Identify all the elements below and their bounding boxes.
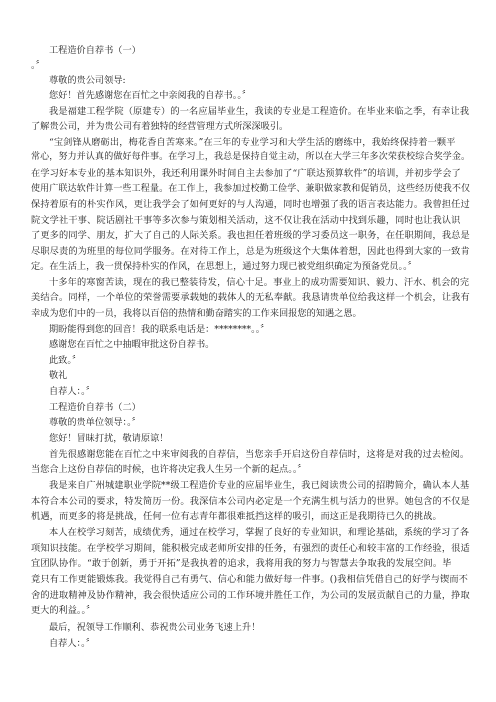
text-line: 感谢您在百忙之中抽暇审批这份自荐书。 xyxy=(49,339,215,350)
text-line: 宜团队协作。“敢于创新，勇于开拓”是我执着的追求，我将用我的努力与智慧去争取我的发展空间。毕 xyxy=(31,558,452,569)
salutation: 尊敬的贵单位领导：。〞 xyxy=(49,417,141,428)
text-line: 您好！首先感谢您在百忙之中亲阅我的自荐书。。〞 xyxy=(49,90,252,101)
text-line: 您好！冒昧打扰，敬请原谅！ xyxy=(49,433,169,444)
text-line: 我是来自广州城建职业学院**级工程造价专业的应届毕业生，我已阅读贵公司的招聘简介，确认本人基 xyxy=(49,480,470,491)
text-line: 机遇，而更多的将是挑战，任何一位有志青年都很难抵挡这样的吸引，而这正是我期待已久的挑战。 xyxy=(31,511,442,522)
text-line: 首先很感谢您能在百忙之中来审阅我的自荐信，当您亲手开启这份自荐信时，这将是对我的过去检阅。 xyxy=(49,449,470,460)
text-line: 更大的利益。。〞 xyxy=(31,605,96,616)
closing-line: 此致。〞 xyxy=(49,355,82,366)
text-line: 保持着原有的朴实作风，更让我学会了如何更好的与人沟通，同时也增强了我的语言表达能力。我曾担任过 xyxy=(31,199,470,210)
text-line: 本符合本公司的要求，特发简历一份。我深信本公司内必定是一个充满生机与活力的世界。她包含的不仅是 xyxy=(31,496,470,507)
text-line: 竟只有工作更能锻炼我。我觉得自己有勇气、信心和能力做好每一件事。()我相信凭借自己的好学与锲而不 xyxy=(31,574,468,585)
text-line: 舍的进取精神及协作精神，我会很快适应公司的工作环境并胜任工作，为公司的发展贡献自己的力量，挣取 xyxy=(31,590,470,601)
text-line: 幸成为您们中的一员，我将以百倍的热情和勤奋踏实的工作来回报您的知遇之恩。 xyxy=(31,308,362,319)
document-title-1: 工程造价自荐书（一） xyxy=(49,45,141,56)
closing-line: 最后，祝领导工作顺利、恭祝贵公司业务飞速上升！ xyxy=(49,622,261,633)
text-line: 。〞 xyxy=(31,60,45,71)
text-line: 常心，努力并认真的做好每件事。在学习上，我总是保持自觉主动，所以在大学三年多次荣获校综合奖学金。 xyxy=(31,152,471,162)
text-line: 项知识技能。在学校学习期间，能积极完成老师所安排的任务，有强烈的责任心和较丰富的工作经验，很适 xyxy=(31,543,470,554)
salutation: 尊敬的贵公司领导: xyxy=(49,75,126,86)
text-line: “宝剑锋从磨砺出，梅花香自苦寒来。”在三年的专业学习和大学生活的磨练中，我始终保持着一颗平 xyxy=(49,137,456,148)
text-line: 当您合上这份自荐信的时候，也许将决定我人生另一个新的起点。。〞 xyxy=(31,464,307,475)
text-line: 在学习好本专业的基本知识外，我还利用课外时间自主去参加了“广联达预算软件”的培训，并初步学会了 xyxy=(31,168,461,179)
text-line: 尽职尽责的为班里的每位同学服务。在对待工作上，总是为班级这个大集体着想，因此也得到大家的一致肯 xyxy=(31,246,470,257)
text-line: 我是福建工程学院（原建专）的一名应届毕业生，我读的专业是工程造价。在毕业来临之季，有幸让我 xyxy=(49,106,470,117)
text-line: 使用广联达软件计算一些工程量。在工作上，我参加过校勤工俭学、兼职做家教和促销员，这些经历使我不仅 xyxy=(31,184,471,194)
text-line: 本人在校学习刻苦，成绩优秀，通过在校学习，掌握了良好的专业知识，和理论基础，系统的学习了各 xyxy=(49,527,470,538)
signature-line: 自荐人：。〞 xyxy=(49,386,95,397)
document-title-2: 工程造价自荐书（二） xyxy=(49,402,141,413)
closing-line: 敬礼 xyxy=(49,370,68,381)
text-line: 美结合。同样，一个单位的荣誉需要承载她的载体人的无私奉献。我恳请贵单位给我这样一个机会，让我有 xyxy=(31,292,470,303)
contact-line: 期盼能得到您的回音！我的联系电话是：********。。〞 xyxy=(49,324,270,335)
text-line: 十多年的寒窗苦读，现在的我已整装待发，信心十足。事业上的成功需要知识、毅力、汗水、机会的完 xyxy=(49,277,470,288)
text-line: 了解贵公司，并为贵公司有着独特的经营管理方式所深深吸引。 xyxy=(31,121,289,132)
text-line: 了更多的同学、朋友，扩大了自己的人际关系。我也担任着班级的学习委员这一职务，在任职期间，我总是 xyxy=(31,230,470,241)
text-line: 院文学社干事、院话剧社干事等多次参与策划相关活动，这不仅让我在活动中找到乐趣，同时也让我认识 xyxy=(31,215,461,226)
signature-line: 自荐人：。〞 xyxy=(49,638,95,649)
text-line: 定。在生活上，我一贯保持朴实的作风，在思想上，通过努力现已被党组织确定为预备党员。。〞 xyxy=(31,261,417,272)
